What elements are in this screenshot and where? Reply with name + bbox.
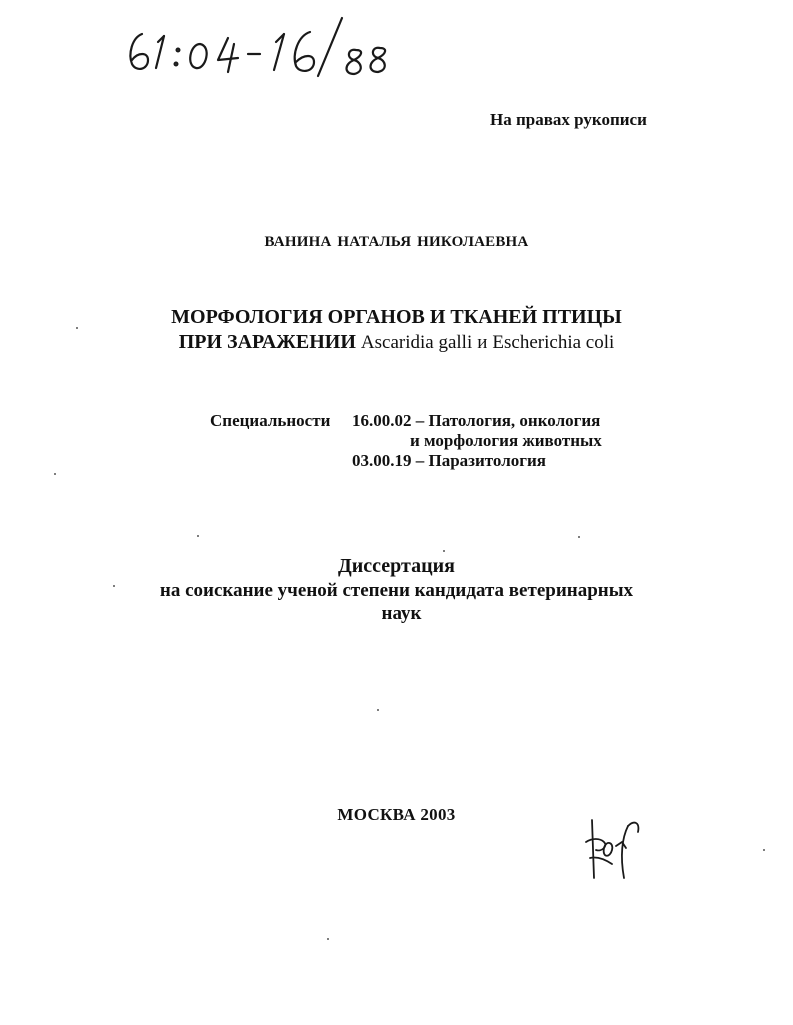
scan-speck bbox=[578, 536, 580, 538]
thesis-title-line1: МОРФОЛОГИЯ ОРГАНОВ И ТКАНЕЙ ПТИЦЫ bbox=[171, 306, 622, 328]
scan-speck bbox=[197, 535, 199, 537]
scan-speck bbox=[327, 938, 329, 940]
organism-ascaridia: Ascaridia galli bbox=[360, 332, 473, 353]
dissertation-label: Диссертация bbox=[338, 555, 455, 577]
specialty-2: 03.00.19 – Паразитология bbox=[352, 451, 546, 470]
degree-line2: наук bbox=[381, 603, 422, 624]
specialty-1: 16.00.02 – Патология, онкология bbox=[352, 411, 601, 430]
scan-speck bbox=[377, 709, 379, 711]
handwritten-archive-code bbox=[120, 14, 410, 78]
scan-speck bbox=[443, 550, 445, 552]
thesis-title bbox=[0, 305, 793, 355]
scan-speck bbox=[763, 849, 765, 851]
degree-statement bbox=[0, 579, 793, 625]
title-conjunction: и bbox=[477, 332, 488, 353]
handwritten-signature bbox=[582, 812, 644, 882]
thesis-title-line2 bbox=[0, 330, 793, 355]
organism-escherichia: Escherichia coli bbox=[492, 332, 615, 353]
specialties-label: Специальности bbox=[210, 411, 331, 430]
scan-speck bbox=[76, 327, 78, 329]
rights-notice: На правах рукописи bbox=[490, 110, 647, 129]
author-name: ВАНИНА НАТАЛЬЯ НИКОЛАЕВНА bbox=[264, 234, 529, 250]
scan-speck bbox=[113, 585, 115, 587]
degree-line1: на соискание ученой степени кандидата ветеринарных bbox=[159, 580, 634, 601]
title-prefix: ПРИ ЗАРАЖЕНИИ bbox=[178, 331, 356, 353]
handwritten-code-drawing bbox=[120, 14, 410, 78]
scan-speck bbox=[54, 473, 56, 475]
specialty-1-continuation: и морфология животных bbox=[410, 431, 602, 450]
city-year: МОСКВА 2003 bbox=[337, 805, 456, 824]
signature-drawing bbox=[582, 812, 644, 882]
